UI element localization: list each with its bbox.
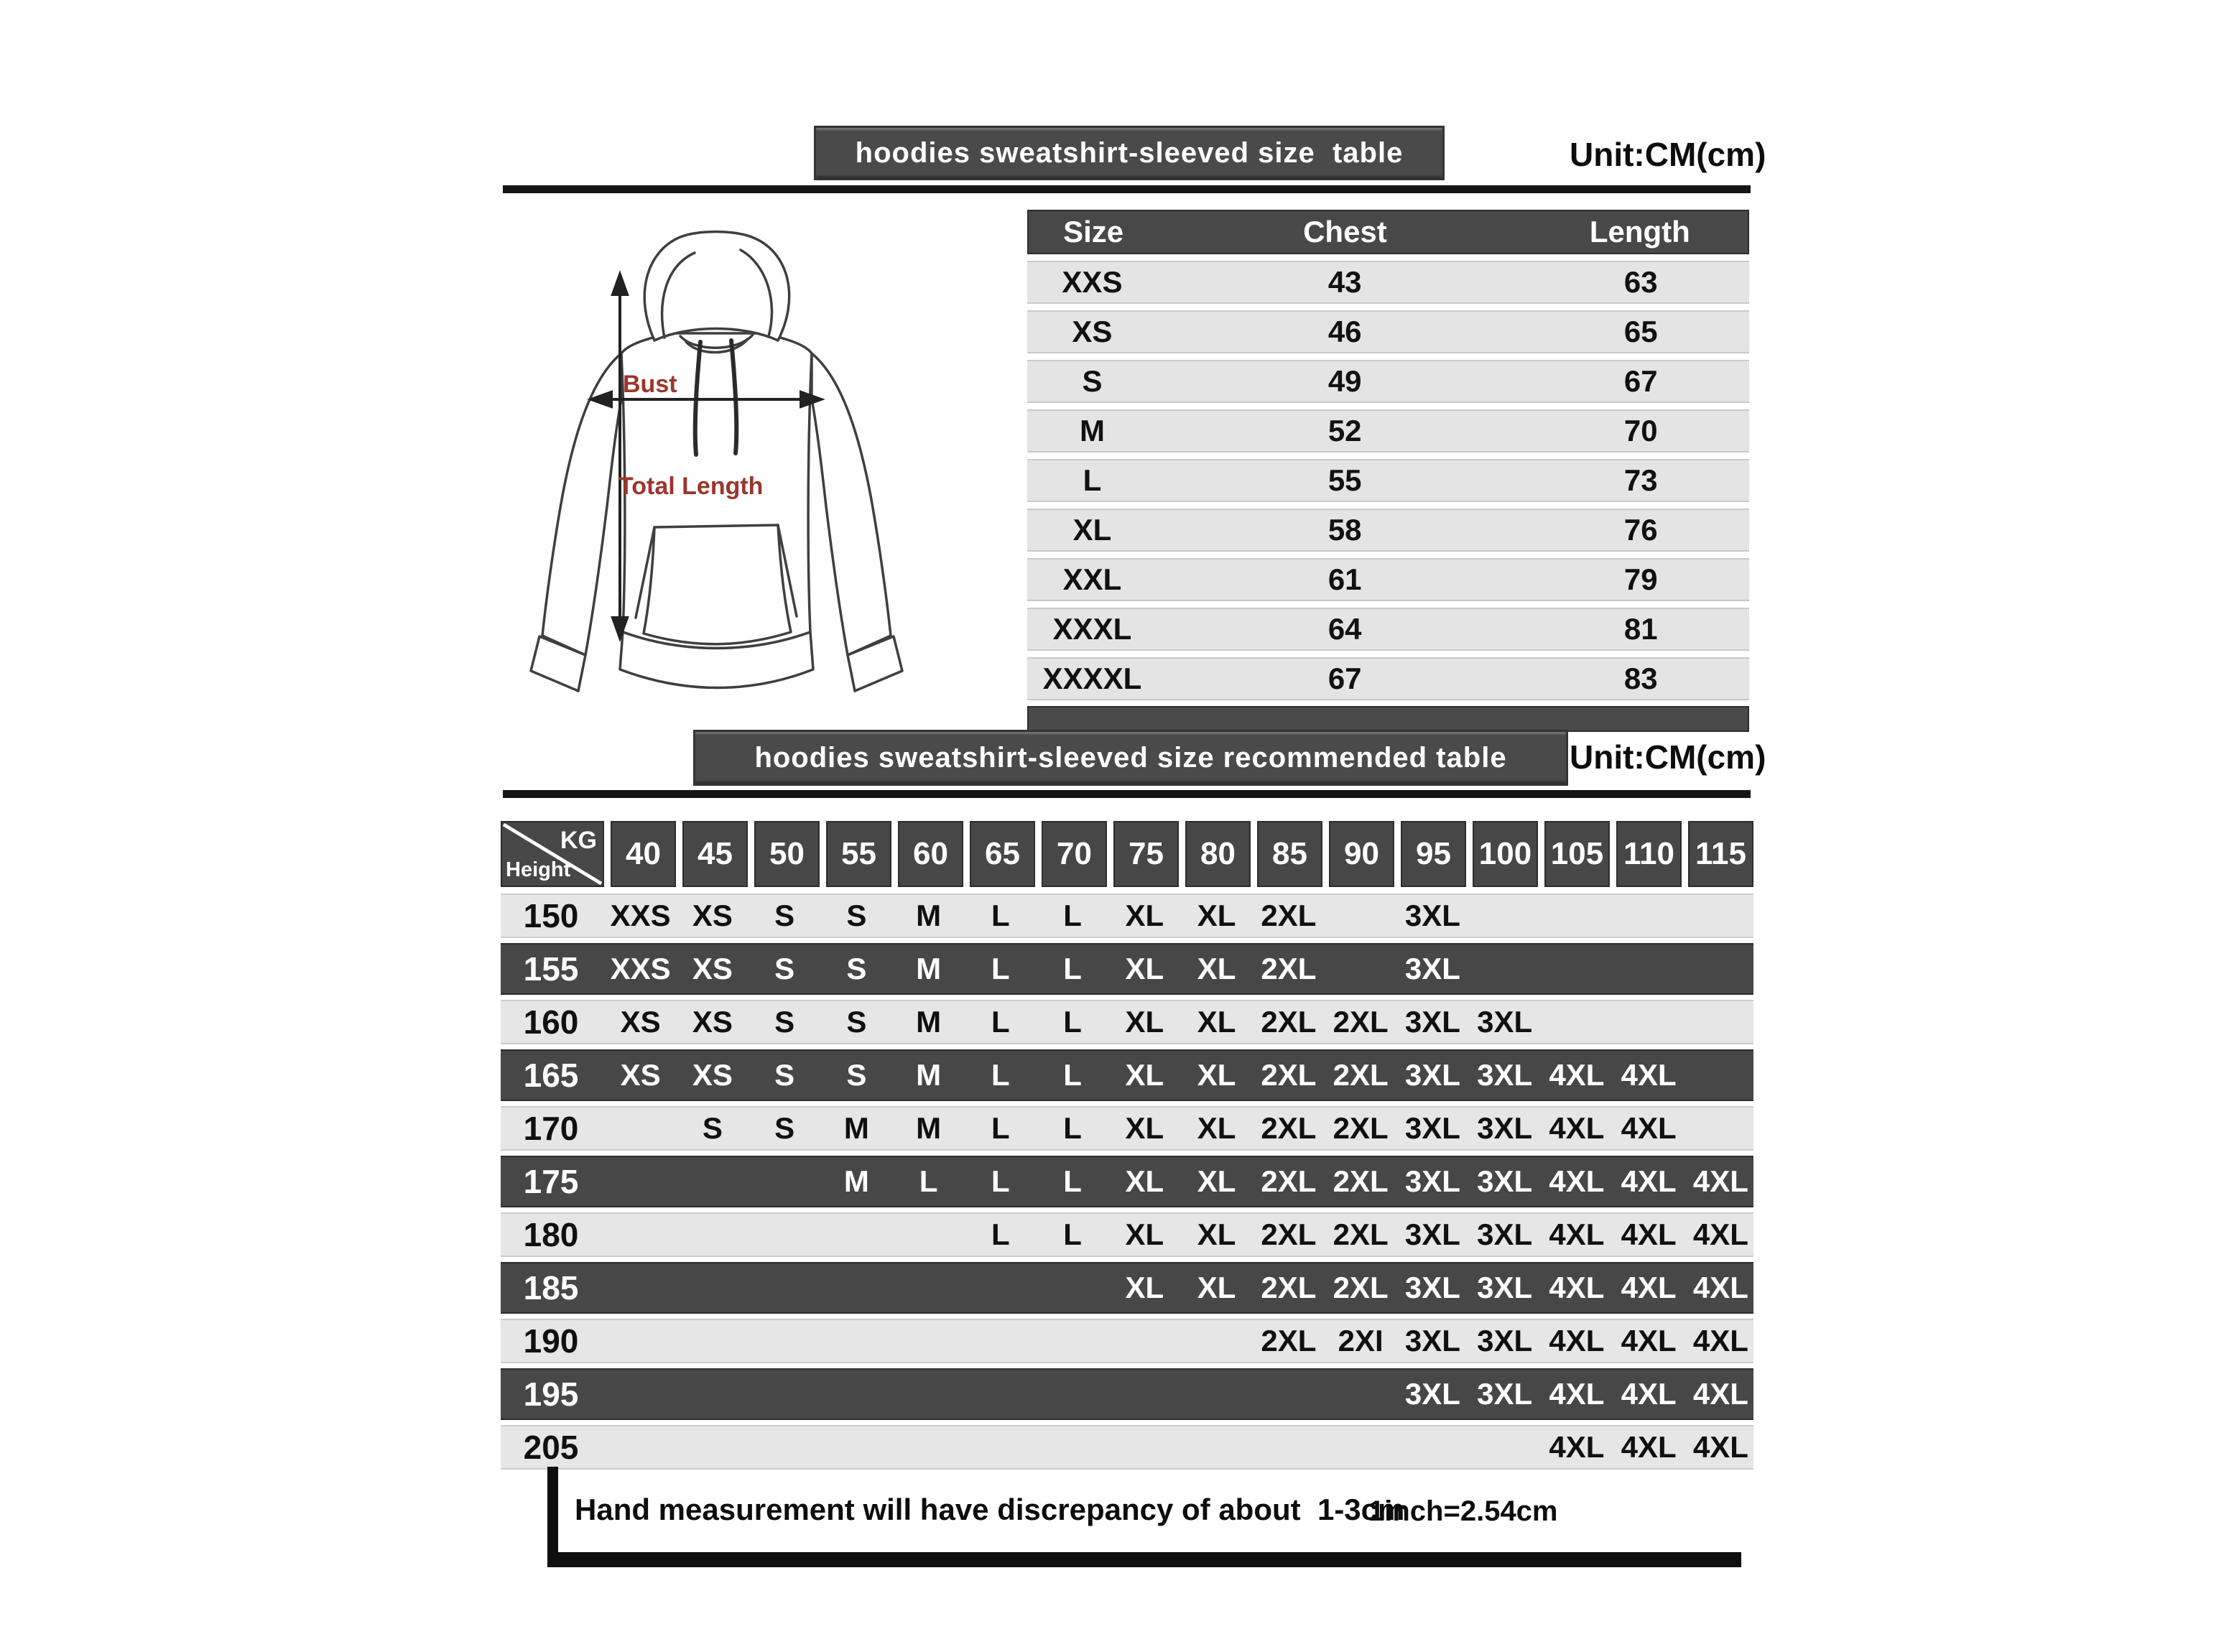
chest-cell: 61: [1327, 562, 1362, 596]
recommended-size-cell: 3XL: [1404, 1058, 1460, 1092]
recommended-size-cell: L: [1063, 1111, 1082, 1145]
recommended-size-cell: 2XL: [1333, 1217, 1389, 1251]
weight-header-cell: [1185, 821, 1251, 887]
weight-header-cell: [1329, 821, 1394, 887]
recommended-size-cell: S: [774, 1058, 795, 1092]
chest-cell: 52: [1327, 414, 1362, 447]
recommended-size-cell: 3XL: [1477, 1217, 1533, 1251]
column-header-chest: Chest: [1303, 215, 1387, 249]
recommended-size-cell: 3XL: [1404, 899, 1460, 932]
weight-header-cell: [898, 821, 963, 887]
weight-label: 60: [913, 836, 948, 871]
weight-label: 45: [698, 836, 733, 871]
recommended-size-cell: XL: [1197, 952, 1236, 985]
recommended-size-cell: L: [1063, 1217, 1082, 1251]
size-table-row: [1027, 409, 1749, 453]
recommended-size-cell: 4XL: [1549, 1217, 1605, 1251]
recommended-size-cell: XL: [1125, 899, 1164, 932]
recommended-size-cell: L: [991, 1217, 1010, 1251]
size-table-body: [1027, 261, 1749, 700]
recommended-size-cell: L: [991, 1005, 1010, 1039]
chest-cell: 43: [1327, 265, 1362, 299]
right-sleeve: [812, 353, 891, 655]
recommended-size-cell: 2XL: [1261, 1111, 1317, 1145]
weight-label: 70: [1057, 836, 1092, 871]
size-cell: M: [1079, 414, 1105, 447]
recommended-size-cell: 2XL: [1261, 952, 1317, 985]
recommended-size-cell: 4XL: [1549, 1058, 1605, 1092]
recommended-size-cell: 2XL: [1261, 1271, 1317, 1304]
recommended-size-cell: 2XL: [1333, 1005, 1389, 1039]
height-cell: 185: [523, 1269, 579, 1307]
recommended-table-title: hoodies sweatshirt-sleeved size recommended table: [754, 741, 1507, 774]
recommended-table-title-bar: [693, 730, 1568, 786]
recommended-size-cell: L: [991, 1058, 1010, 1092]
recommended-size-cell: M: [916, 899, 942, 932]
recommended-size-cell: 2XL: [1333, 1164, 1389, 1198]
recommended-table-row: [501, 1000, 1753, 1044]
recommended-size-cell: M: [843, 1164, 869, 1198]
recommended-table-row: [501, 1106, 1753, 1151]
unit-label-bottom: Unit:CM(cm): [1570, 738, 1766, 776]
recommended-size-cell: M: [843, 1111, 869, 1145]
weight-label: 105: [1550, 836, 1604, 871]
recommended-size-cell: 3XL: [1477, 1005, 1533, 1039]
size-table-title-bar: [814, 126, 1445, 180]
recommended-size-cell: XL: [1125, 1271, 1164, 1304]
weight-header-cell: [1401, 821, 1466, 887]
weight-header-cell: [682, 821, 748, 887]
recommended-size-cell: S: [846, 1005, 867, 1039]
corner-cell: [501, 821, 604, 887]
recommended-size-cell: 2XL: [1261, 1164, 1317, 1198]
recommended-size-cell: M: [916, 1058, 942, 1092]
total-length-label: Total Length: [618, 473, 764, 500]
size-cell: XXL: [1062, 562, 1122, 596]
weight-header-cell: [1113, 821, 1179, 887]
recommended-size-cell: 3XL: [1404, 1271, 1460, 1304]
recommended-size-cell: 3XL: [1404, 1377, 1460, 1411]
recommended-table-row: [501, 943, 1753, 995]
length-cell: 63: [1623, 265, 1658, 299]
kg-axis-label: KG: [560, 827, 597, 854]
recommended-table-row: [501, 1319, 1753, 1363]
weight-header-cell: [1473, 821, 1538, 887]
recommended-size-cell: 2XL: [1333, 1058, 1389, 1092]
recommended-size-cell: 3XL: [1477, 1164, 1533, 1198]
recommended-size-cell: 3XL: [1404, 1324, 1460, 1358]
recommended-size-cell: L: [991, 952, 1010, 985]
recommended-size-cell: XL: [1197, 1271, 1236, 1304]
recommended-size-cell: L: [1063, 952, 1082, 985]
recommended-table-row: [501, 1368, 1753, 1420]
recommended-size-cell: L: [991, 899, 1010, 932]
recommended-size-cell: 3XL: [1477, 1271, 1533, 1304]
length-cell: 73: [1623, 463, 1658, 497]
height-cell: 150: [523, 897, 579, 934]
size-table: [1027, 210, 1749, 732]
recommended-size-cell: XS: [620, 1058, 661, 1092]
recommended-size-cell: XL: [1125, 1005, 1164, 1039]
recommended-size-cell: 2XL: [1333, 1111, 1389, 1145]
recommended-size-cell: 2XL: [1333, 1271, 1389, 1304]
recommended-size-cell: M: [916, 1005, 942, 1039]
recommended-size-cell: 4XL: [1692, 1164, 1748, 1198]
recommended-size-table: [501, 821, 1753, 1475]
size-table-row: [1027, 509, 1749, 552]
divider-bottom: [503, 790, 1751, 798]
size-cell: XS: [1072, 315, 1113, 348]
height-axis-label: Height: [506, 858, 571, 881]
column-header-length: Length: [1589, 215, 1690, 249]
recommended-size-cell: S: [846, 952, 867, 985]
size-table-row: [1027, 608, 1749, 651]
unit-label-top: Unit:CM(cm): [1570, 136, 1766, 173]
recommended-size-cell: S: [846, 1058, 867, 1092]
recommended-size-cell: 4XL: [1692, 1217, 1748, 1251]
recommended-table-row: [501, 894, 1753, 938]
recommended-size-cell: 2XL: [1261, 899, 1317, 932]
weight-header-cell: [970, 821, 1035, 887]
weight-header-cell: [1042, 821, 1107, 887]
recommended-size-cell: XL: [1125, 1217, 1164, 1251]
recommended-table-row: [501, 1156, 1753, 1207]
recommended-size-cell: S: [774, 1111, 795, 1145]
recommended-size-cell: XXS: [610, 899, 671, 932]
recommended-size-cell: 3XL: [1404, 952, 1460, 985]
weight-label: 115: [1695, 836, 1746, 871]
chest-cell: 49: [1327, 364, 1362, 398]
footnote-conversion: 1inch=2.54cm: [1368, 1495, 1558, 1527]
recommended-size-cell: XS: [692, 1058, 733, 1092]
recommended-size-cell: 4XL: [1692, 1377, 1748, 1411]
weight-label: 90: [1344, 836, 1379, 871]
recommended-size-cell: XS: [620, 1005, 661, 1039]
recommended-size-cell: 2XL: [1261, 1005, 1317, 1039]
recommended-table-row: [501, 1049, 1753, 1101]
weight-label: 55: [841, 836, 876, 871]
column-header-size: Size: [1063, 215, 1124, 249]
recommended-table-row: [501, 1212, 1753, 1257]
recommended-size-cell: L: [1063, 1058, 1082, 1092]
recommended-size-cell: S: [702, 1111, 723, 1145]
height-cell: 160: [523, 1003, 579, 1041]
recommended-size-cell: XL: [1125, 952, 1164, 985]
weight-label: 110: [1623, 836, 1674, 871]
weight-header-cell: [826, 821, 891, 887]
height-cell: 170: [523, 1110, 579, 1147]
recommended-size-cell: XS: [692, 952, 733, 985]
recommended-size-cell: 4XL: [1549, 1271, 1605, 1304]
size-cell: S: [1082, 364, 1103, 398]
size-cell: XXS: [1062, 265, 1123, 299]
size-table-row: [1027, 558, 1749, 601]
length-cell: 70: [1623, 414, 1658, 447]
recommended-size-cell: L: [991, 1111, 1010, 1145]
chest-cell: 58: [1327, 513, 1362, 547]
length-cell: 67: [1623, 364, 1658, 398]
height-cell: 180: [523, 1216, 579, 1253]
weight-label: 50: [769, 836, 805, 871]
height-cell: 155: [523, 950, 579, 988]
recommended-size-cell: XL: [1197, 1111, 1236, 1145]
recommended-size-cell: M: [916, 1111, 942, 1145]
weight-header-cell: [754, 821, 820, 887]
recommended-size-cell: XL: [1197, 1217, 1236, 1251]
size-table-footer-bar: [1027, 706, 1749, 732]
recommended-size-cell: 4XL: [1549, 1164, 1605, 1198]
recommended-size-cell: S: [774, 899, 795, 932]
size-cell: L: [1083, 463, 1102, 497]
recommended-size-cell: XL: [1125, 1164, 1164, 1198]
recommended-size-cell: 4XL: [1621, 1377, 1677, 1411]
height-cell: 195: [523, 1375, 579, 1413]
recommended-table-header: [501, 821, 1753, 887]
recommended-size-cell: 4XL: [1692, 1430, 1748, 1464]
weight-label: 85: [1272, 836, 1307, 871]
recommended-size-cell: 3XL: [1477, 1111, 1533, 1145]
recommended-size-cell: 4XL: [1549, 1111, 1605, 1145]
weight-label: 95: [1416, 836, 1451, 871]
weight-label: 80: [1200, 836, 1236, 871]
recommended-size-cell: 4XL: [1621, 1164, 1677, 1198]
recommended-size-cell: 4XL: [1692, 1324, 1748, 1358]
recommended-size-cell: 3XL: [1404, 1164, 1460, 1198]
recommended-size-cell: 3XL: [1477, 1058, 1533, 1092]
size-table-row: [1027, 657, 1749, 700]
recommended-size-cell: 4XL: [1549, 1430, 1605, 1464]
chest-cell: 64: [1327, 612, 1362, 646]
recommended-size-cell: 4XL: [1621, 1324, 1677, 1358]
recommended-size-cell: 3XL: [1404, 1217, 1460, 1251]
recommended-size-cell: 4XL: [1549, 1324, 1605, 1358]
recommended-size-cell: 2XL: [1261, 1058, 1317, 1092]
recommended-size-cell: XL: [1197, 899, 1236, 932]
recommended-size-cell: XS: [692, 899, 733, 932]
size-cell: XXXXL: [1042, 662, 1142, 695]
height-cell: 190: [523, 1322, 579, 1360]
recommended-size-cell: 4XL: [1692, 1271, 1748, 1304]
chest-cell: 55: [1327, 463, 1362, 497]
recommended-size-cell: XS: [692, 1005, 733, 1039]
length-cell: 79: [1623, 562, 1658, 596]
recommended-size-cell: 4XL: [1549, 1377, 1605, 1411]
height-cell: 175: [523, 1163, 579, 1200]
recommended-size-cell: XL: [1197, 1164, 1236, 1198]
size-cell: XXXL: [1052, 612, 1132, 646]
weight-header-cell: [1688, 821, 1753, 887]
recommended-size-cell: L: [991, 1164, 1010, 1198]
recommended-size-cell: XXS: [610, 952, 671, 985]
recommended-size-cell: 4XL: [1621, 1217, 1677, 1251]
bust-label: Bust: [623, 371, 677, 398]
recommended-size-cell: XL: [1197, 1005, 1236, 1039]
recommended-size-cell: XL: [1125, 1058, 1164, 1092]
weight-header-cell: [1544, 821, 1610, 887]
recommended-size-cell: 4XL: [1621, 1058, 1677, 1092]
recommended-size-cell: XL: [1125, 1111, 1164, 1145]
recommended-size-cell: L: [1063, 899, 1082, 932]
chest-cell: 46: [1327, 315, 1362, 348]
size-table-row: [1027, 360, 1749, 403]
size-cell: XL: [1072, 513, 1112, 547]
recommended-size-cell: 3XL: [1404, 1005, 1460, 1039]
footnote-bottom-bar: [547, 1552, 1741, 1567]
size-table-row: [1027, 310, 1749, 353]
length-cell: 83: [1623, 662, 1658, 695]
weight-header-cell: [1616, 821, 1682, 887]
size-table-row: [1027, 459, 1749, 502]
recommended-size-cell: M: [916, 952, 942, 985]
recommended-size-cell: 4XL: [1621, 1271, 1677, 1304]
recommended-size-cell: 3XL: [1477, 1324, 1533, 1358]
recommended-size-cell: 3XL: [1477, 1377, 1533, 1411]
recommended-size-cell: L: [1063, 1005, 1082, 1039]
recommended-size-cell: S: [774, 1005, 795, 1039]
recommended-size-cell: XL: [1197, 1058, 1236, 1092]
weight-label: 75: [1129, 836, 1164, 871]
length-cell: 76: [1623, 513, 1658, 547]
recommended-size-cell: L: [1063, 1164, 1082, 1198]
recommended-size-cell: S: [846, 899, 867, 932]
height-cell: 165: [523, 1057, 579, 1094]
recommended-size-cell: 2XL: [1261, 1324, 1317, 1358]
size-table-title: hoodies sweatshirt-sleeved size table: [855, 136, 1404, 169]
kangaroo-pocket: [644, 525, 791, 644]
recommended-size-cell: S: [774, 952, 795, 985]
recommended-table-row: [501, 1262, 1753, 1314]
hoodie-measurement-diagram: [514, 215, 919, 704]
size-table-header: [1027, 210, 1749, 254]
recommended-size-cell: 2XI: [1338, 1324, 1384, 1358]
weight-label: 65: [985, 836, 1020, 871]
size-table-row: [1027, 261, 1749, 304]
recommended-size-cell: 3XL: [1404, 1111, 1460, 1145]
length-cell: 65: [1623, 315, 1658, 348]
length-cell: 81: [1623, 612, 1658, 646]
recommended-size-cell: 2XL: [1261, 1217, 1317, 1251]
footnote-text: Hand measurement will have discrepancy of about 1-3cm: [575, 1493, 1405, 1526]
chest-cell: 67: [1327, 662, 1362, 695]
recommended-table-row: [501, 1425, 1753, 1470]
divider-top: [503, 185, 1751, 193]
weight-header-cell: [1257, 821, 1322, 887]
height-cell: 205: [523, 1429, 579, 1466]
recommended-size-cell: L: [919, 1164, 938, 1198]
weight-header-cell: [611, 821, 676, 887]
weight-label: 100: [1478, 836, 1532, 871]
recommended-size-cell: 4XL: [1621, 1430, 1677, 1464]
weight-label: 40: [626, 836, 661, 871]
recommended-table-body: [501, 894, 1753, 1470]
recommended-size-cell: 4XL: [1621, 1111, 1677, 1145]
